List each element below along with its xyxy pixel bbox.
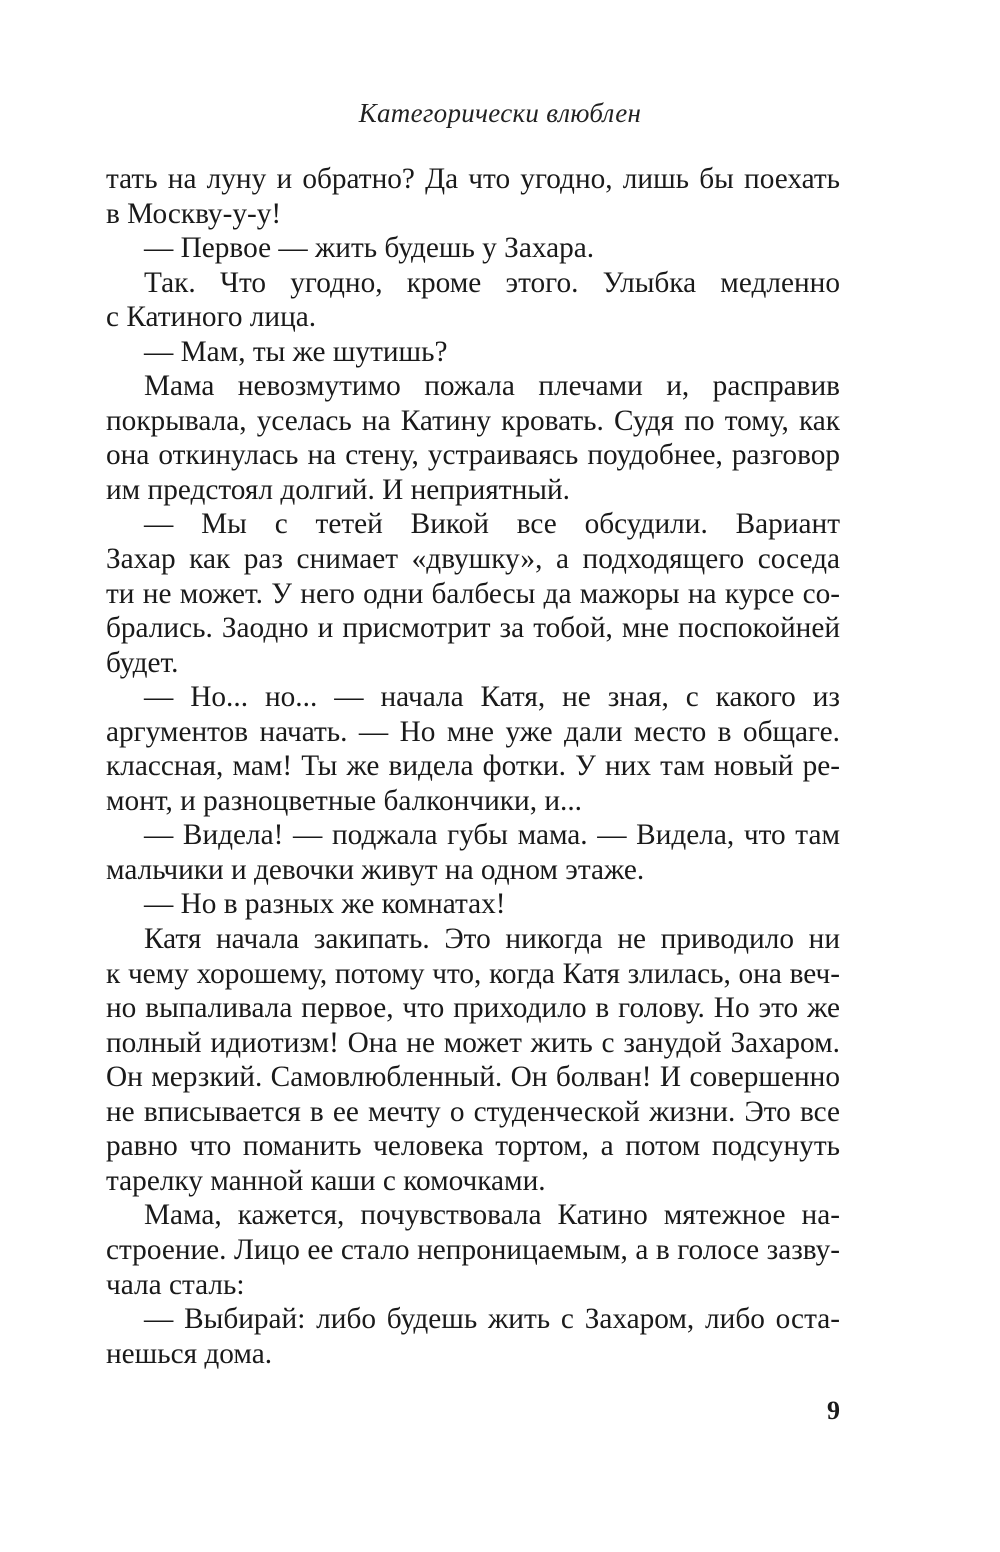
- text-line: Катя начала закипать. Это никогда не приводило ни: [144, 923, 840, 956]
- text-line: тарелку манной каши с комочками.: [106, 1164, 546, 1197]
- text-line: — Видела! — поджала губы мама. — Видела, что там: [144, 819, 840, 852]
- text-line: монт, и разноцветные балкончики, и...: [106, 784, 582, 817]
- text-line: — Первое — жить будешь у Захара.: [144, 232, 595, 265]
- text-line: покрывала, уселась на Катину кровать. Судя по тому, как: [106, 404, 840, 437]
- text-line: — Мы с тетей Викой все обсудили. Вариант: [144, 508, 840, 541]
- page-number: 9: [827, 1396, 840, 1425]
- text-line: — Но... но... — начала Катя, не зная, с какого из: [144, 681, 840, 714]
- text-line: нешься дома.: [106, 1337, 273, 1370]
- text-line: — Мам, ты же шутишь?: [144, 335, 448, 368]
- body-text: [106, 162, 840, 1371]
- text-line: Он мерзкий. Самовлюбленный. Он болван! И совершенно: [106, 1061, 840, 1094]
- text-line: Так. Что угодно, кроме этого. Улыбка медленно: [144, 266, 840, 299]
- text-line: ти не может. У него одни балбесы да мажоры на курсе со-: [106, 577, 840, 610]
- text-line: равно что поманить человека тортом, а потом подсунуть: [106, 1130, 840, 1163]
- text-line: — Но в разных же комнатах!: [144, 888, 506, 921]
- text-line: Мама, кажется, почувствовала Катино мятежное на-: [144, 1199, 840, 1232]
- text-line: к чему хорошему, потому что, когда Катя злилась, она веч-: [106, 957, 840, 990]
- text-line: брались. Заодно и присмотрит за тобой, мне поспокойней: [106, 612, 840, 645]
- text-line: аргументов начать. — Но мне уже дали место в общаге.: [106, 715, 840, 748]
- running-header-title: Категорически влюблен: [358, 98, 642, 128]
- text-line: тать на луну и обратно? Да что угодно, лишь бы поехать: [106, 163, 840, 195]
- text-line: классная, мам! Ты же видела фотки. У них там новый ре-: [106, 750, 840, 783]
- text-line: но выпаливала первое, что приходило в голову. Но это же: [106, 992, 840, 1025]
- text-line: — Выбирай: либо будешь жить с Захаром, либо оста-: [144, 1303, 840, 1336]
- text-line: чала сталь:: [106, 1268, 245, 1301]
- text-line: она откинулась на стену, устраиваясь поудобнее, разговор: [106, 439, 840, 472]
- text-line: им предстоял долгий. И неприятный.: [106, 473, 570, 506]
- text-line: не вписывается в ее мечту о студенческой жизни. Это все: [106, 1095, 840, 1128]
- text-line: с Катиного лица.: [106, 301, 317, 334]
- text-line: будет.: [106, 646, 179, 679]
- text-line: Захар как раз снимает «двушку», а подходящего соседа: [106, 543, 840, 576]
- text-line: мальчики и девочки живут на одном этаже.: [106, 853, 645, 886]
- text-line: полный идиотизм! Она не может жить с занудой Захаром.: [106, 1026, 840, 1059]
- text-line: Мама невозмутимо пожала плечами и, расправив: [144, 370, 840, 403]
- text-line: строение. Лицо ее стало непроницаемым, а в голосе зазву-: [106, 1233, 840, 1266]
- text-line: в Москву-у-у!: [106, 197, 282, 230]
